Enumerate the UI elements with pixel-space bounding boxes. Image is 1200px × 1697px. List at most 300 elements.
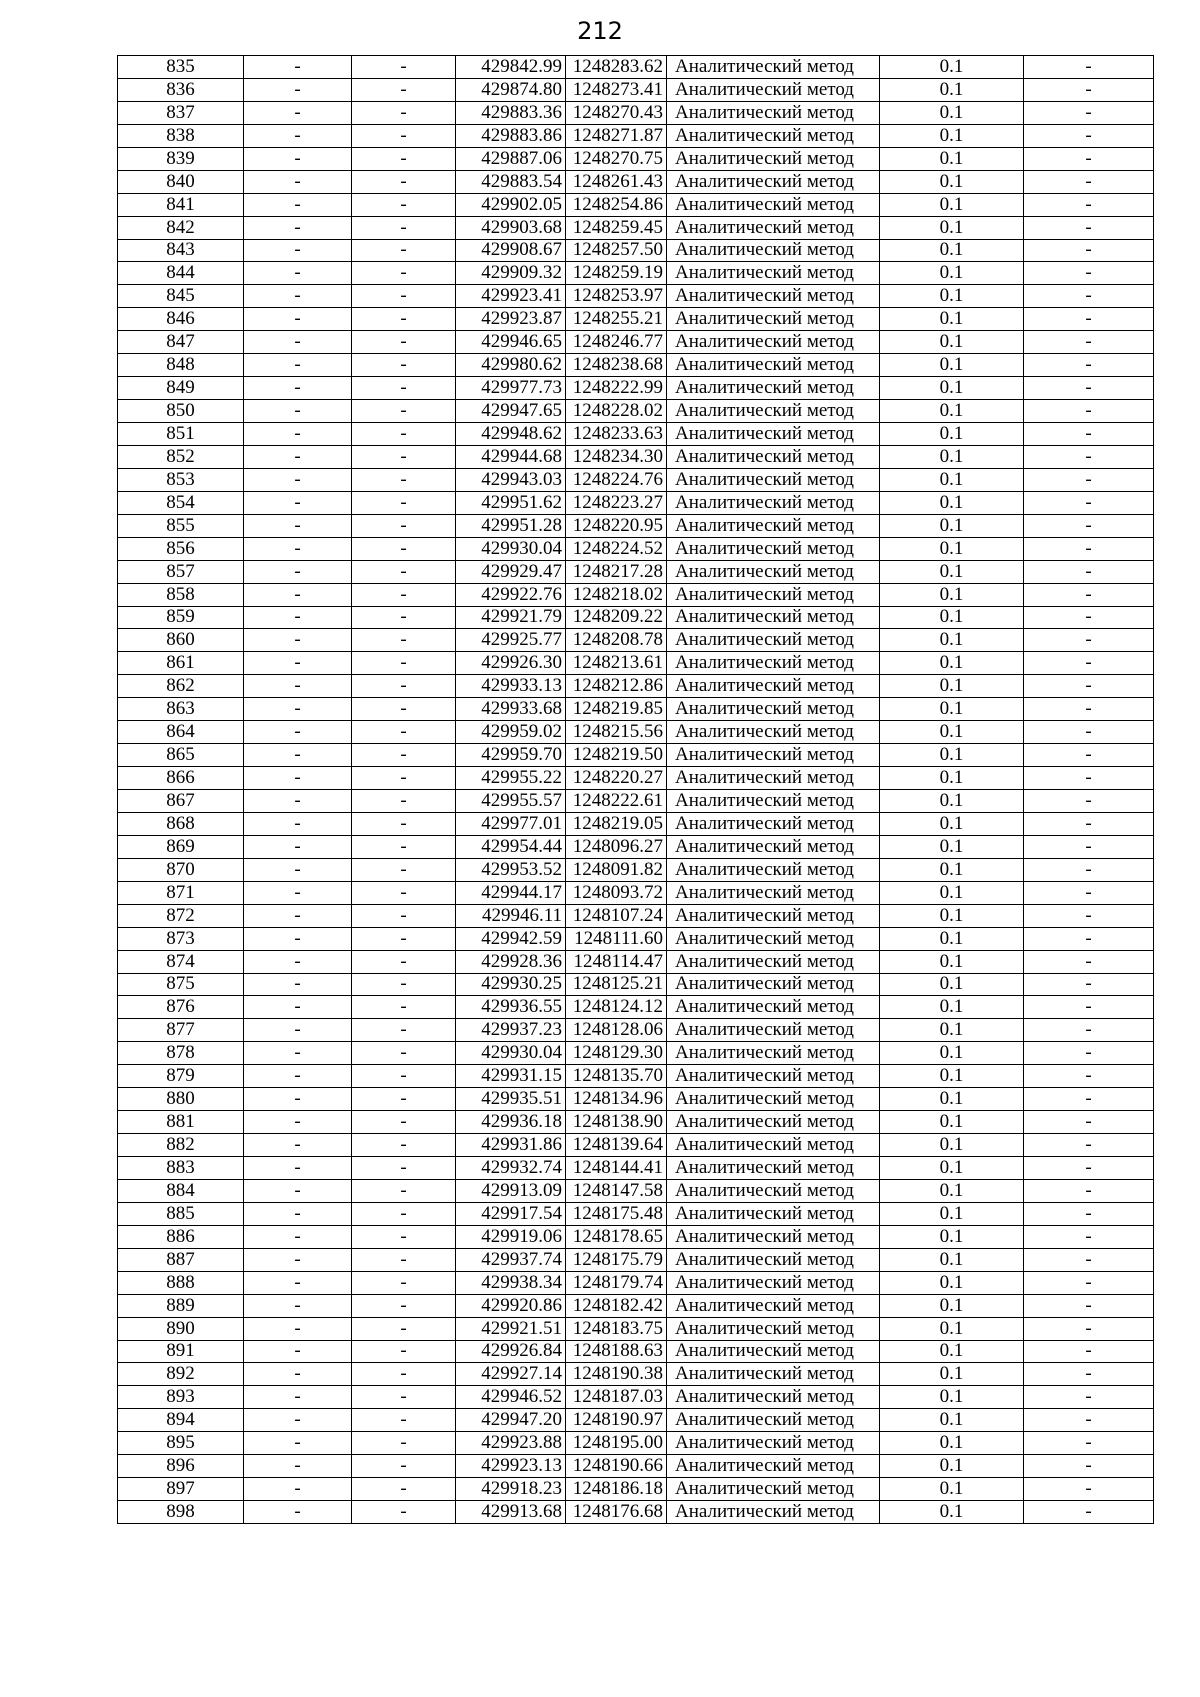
y-coordinate-cell: 1248255.21 xyxy=(566,308,667,331)
y-coordinate-cell: 1248257.50 xyxy=(566,239,667,262)
dash-cell: - xyxy=(244,537,352,560)
x-coordinate-cell: 429874.80 xyxy=(456,78,566,101)
accuracy-cell: 0.1 xyxy=(880,698,1024,721)
dash-cell: - xyxy=(352,927,456,950)
x-coordinate-cell: 429923.88 xyxy=(456,1432,566,1455)
y-coordinate-cell: 1248093.72 xyxy=(566,881,667,904)
x-coordinate-cell: 429959.70 xyxy=(456,744,566,767)
dash-cell: - xyxy=(352,216,456,239)
dash-cell: - xyxy=(352,1455,456,1478)
table-row xyxy=(118,1157,1154,1180)
x-coordinate-cell: 429937.23 xyxy=(456,1019,566,1042)
x-coordinate-cell: 429931.86 xyxy=(456,1134,566,1157)
y-coordinate-cell: 1248218.02 xyxy=(566,583,667,606)
y-coordinate-cell: 1248091.82 xyxy=(566,858,667,881)
accuracy-cell: 0.1 xyxy=(880,996,1024,1019)
y-coordinate-cell: 1248176.68 xyxy=(566,1501,667,1524)
x-coordinate-cell: 429930.04 xyxy=(456,537,566,560)
y-coordinate-cell: 1248259.19 xyxy=(566,262,667,285)
accuracy-cell: 0.1 xyxy=(880,629,1024,652)
dash-cell: - xyxy=(352,377,456,400)
dash-cell: - xyxy=(352,560,456,583)
accuracy-cell: 0.1 xyxy=(880,423,1024,446)
dash-cell: - xyxy=(352,170,456,193)
y-coordinate-cell: 1248124.12 xyxy=(566,996,667,1019)
x-coordinate-cell: 429903.68 xyxy=(456,216,566,239)
dash-cell: - xyxy=(1024,583,1154,606)
dash-cell: - xyxy=(1024,1478,1154,1501)
y-coordinate-cell: 1248219.85 xyxy=(566,698,667,721)
point-number-cell: 880 xyxy=(118,1088,244,1111)
table-row xyxy=(118,652,1154,675)
dash-cell: - xyxy=(1024,56,1154,79)
dash-cell: - xyxy=(352,354,456,377)
table-row xyxy=(118,491,1154,514)
y-coordinate-cell: 1248246.77 xyxy=(566,331,667,354)
x-coordinate-cell: 429926.84 xyxy=(456,1340,566,1363)
accuracy-cell: 0.1 xyxy=(880,1111,1024,1134)
point-number-cell: 857 xyxy=(118,560,244,583)
method-cell: Аналитический метод xyxy=(667,973,880,996)
table-row xyxy=(118,1225,1154,1248)
dash-cell: - xyxy=(352,1294,456,1317)
accuracy-cell: 0.1 xyxy=(880,1455,1024,1478)
method-cell: Аналитический метод xyxy=(667,1111,880,1134)
x-coordinate-cell: 429947.65 xyxy=(456,400,566,423)
dash-cell: - xyxy=(1024,629,1154,652)
dash-cell: - xyxy=(244,193,352,216)
table-row xyxy=(118,1019,1154,1042)
x-coordinate-cell: 429913.68 xyxy=(456,1501,566,1524)
point-number-cell: 896 xyxy=(118,1455,244,1478)
x-coordinate-cell: 429887.06 xyxy=(456,147,566,170)
y-coordinate-cell: 1248190.66 xyxy=(566,1455,667,1478)
x-coordinate-cell: 429933.68 xyxy=(456,698,566,721)
dash-cell: - xyxy=(1024,1455,1154,1478)
accuracy-cell: 0.1 xyxy=(880,1317,1024,1340)
y-coordinate-cell: 1248190.97 xyxy=(566,1409,667,1432)
dash-cell: - xyxy=(352,1386,456,1409)
dash-cell: - xyxy=(1024,1363,1154,1386)
point-number-cell: 862 xyxy=(118,675,244,698)
dash-cell: - xyxy=(244,1363,352,1386)
accuracy-cell: 0.1 xyxy=(880,950,1024,973)
dash-cell: - xyxy=(244,996,352,1019)
method-cell: Аналитический метод xyxy=(667,445,880,468)
point-number-cell: 861 xyxy=(118,652,244,675)
point-number-cell: 891 xyxy=(118,1340,244,1363)
dash-cell: - xyxy=(244,1202,352,1225)
dash-cell: - xyxy=(244,973,352,996)
dash-cell: - xyxy=(352,1317,456,1340)
y-coordinate-cell: 1248114.47 xyxy=(566,950,667,973)
dash-cell: - xyxy=(352,78,456,101)
point-number-cell: 850 xyxy=(118,400,244,423)
y-coordinate-cell: 1248270.43 xyxy=(566,101,667,124)
dash-cell: - xyxy=(352,1042,456,1065)
method-cell: Аналитический метод xyxy=(667,904,880,927)
x-coordinate-cell: 429936.18 xyxy=(456,1111,566,1134)
dash-cell: - xyxy=(352,1088,456,1111)
method-cell: Аналитический метод xyxy=(667,1157,880,1180)
method-cell: Аналитический метод xyxy=(667,652,880,675)
dash-cell: - xyxy=(352,1134,456,1157)
table-row xyxy=(118,468,1154,491)
method-cell: Аналитический метод xyxy=(667,468,880,491)
dash-cell: - xyxy=(352,652,456,675)
dash-cell: - xyxy=(244,1294,352,1317)
dash-cell: - xyxy=(352,973,456,996)
x-coordinate-cell: 429951.28 xyxy=(456,514,566,537)
point-number-cell: 851 xyxy=(118,423,244,446)
dash-cell: - xyxy=(1024,1134,1154,1157)
x-coordinate-cell: 429953.52 xyxy=(456,858,566,881)
accuracy-cell: 0.1 xyxy=(880,308,1024,331)
x-coordinate-cell: 429948.62 xyxy=(456,423,566,446)
dash-cell: - xyxy=(352,1111,456,1134)
x-coordinate-cell: 429946.52 xyxy=(456,1386,566,1409)
dash-cell: - xyxy=(244,1042,352,1065)
point-number-cell: 867 xyxy=(118,790,244,813)
method-cell: Аналитический метод xyxy=(667,1409,880,1432)
table-row xyxy=(118,537,1154,560)
dash-cell: - xyxy=(1024,147,1154,170)
dash-cell: - xyxy=(244,1248,352,1271)
x-coordinate-cell: 429923.41 xyxy=(456,285,566,308)
y-coordinate-cell: 1248134.96 xyxy=(566,1088,667,1111)
dash-cell: - xyxy=(1024,1019,1154,1042)
table-row xyxy=(118,744,1154,767)
dash-cell: - xyxy=(1024,1157,1154,1180)
method-cell: Аналитический метод xyxy=(667,354,880,377)
dash-cell: - xyxy=(244,491,352,514)
x-coordinate-cell: 429929.47 xyxy=(456,560,566,583)
dash-cell: - xyxy=(244,812,352,835)
dash-cell: - xyxy=(244,652,352,675)
dash-cell: - xyxy=(244,675,352,698)
dash-cell: - xyxy=(244,216,352,239)
x-coordinate-cell: 429944.17 xyxy=(456,881,566,904)
table-row xyxy=(118,101,1154,124)
x-coordinate-cell: 429947.20 xyxy=(456,1409,566,1432)
method-cell: Аналитический метод xyxy=(667,1248,880,1271)
y-coordinate-cell: 1248128.06 xyxy=(566,1019,667,1042)
method-cell: Аналитический метод xyxy=(667,950,880,973)
method-cell: Аналитический метод xyxy=(667,56,880,79)
table-row xyxy=(118,445,1154,468)
y-coordinate-cell: 1248107.24 xyxy=(566,904,667,927)
y-coordinate-cell: 1248215.56 xyxy=(566,721,667,744)
dash-cell: - xyxy=(244,698,352,721)
x-coordinate-cell: 429951.62 xyxy=(456,491,566,514)
point-number-cell: 893 xyxy=(118,1386,244,1409)
dash-cell: - xyxy=(244,904,352,927)
dash-cell: - xyxy=(244,514,352,537)
y-coordinate-cell: 1248220.95 xyxy=(566,514,667,537)
dash-cell: - xyxy=(352,400,456,423)
accuracy-cell: 0.1 xyxy=(880,835,1024,858)
x-coordinate-cell: 429842.99 xyxy=(456,56,566,79)
table-row xyxy=(118,1088,1154,1111)
dash-cell: - xyxy=(352,629,456,652)
point-number-cell: 881 xyxy=(118,1111,244,1134)
table-row xyxy=(118,1386,1154,1409)
point-number-cell: 868 xyxy=(118,812,244,835)
dash-cell: - xyxy=(1024,445,1154,468)
dash-cell: - xyxy=(244,583,352,606)
dash-cell: - xyxy=(244,445,352,468)
table-row xyxy=(118,629,1154,652)
point-number-cell: 841 xyxy=(118,193,244,216)
table-row xyxy=(118,1478,1154,1501)
y-coordinate-cell: 1248212.86 xyxy=(566,675,667,698)
table-row xyxy=(118,904,1154,927)
x-coordinate-cell: 429946.65 xyxy=(456,331,566,354)
table-row xyxy=(118,1179,1154,1202)
table-row xyxy=(118,1202,1154,1225)
method-cell: Аналитический метод xyxy=(667,1386,880,1409)
accuracy-cell: 0.1 xyxy=(880,1088,1024,1111)
dash-cell: - xyxy=(352,1248,456,1271)
accuracy-cell: 0.1 xyxy=(880,56,1024,79)
dash-cell: - xyxy=(1024,262,1154,285)
x-coordinate-cell: 429933.13 xyxy=(456,675,566,698)
dash-cell: - xyxy=(244,1065,352,1088)
dash-cell: - xyxy=(1024,331,1154,354)
y-coordinate-cell: 1248253.97 xyxy=(566,285,667,308)
table-row xyxy=(118,1363,1154,1386)
accuracy-cell: 0.1 xyxy=(880,1478,1024,1501)
dash-cell: - xyxy=(1024,1088,1154,1111)
x-coordinate-cell: 429936.55 xyxy=(456,996,566,1019)
dash-cell: - xyxy=(1024,950,1154,973)
dash-cell: - xyxy=(244,1317,352,1340)
dash-cell: - xyxy=(352,445,456,468)
dash-cell: - xyxy=(1024,354,1154,377)
method-cell: Аналитический метод xyxy=(667,767,880,790)
x-coordinate-cell: 429927.14 xyxy=(456,1363,566,1386)
dash-cell: - xyxy=(1024,514,1154,537)
point-number-cell: 892 xyxy=(118,1363,244,1386)
table-row xyxy=(118,1409,1154,1432)
method-cell: Аналитический метод xyxy=(667,606,880,629)
method-cell: Аналитический метод xyxy=(667,560,880,583)
point-number-cell: 876 xyxy=(118,996,244,1019)
point-number-cell: 879 xyxy=(118,1065,244,1088)
x-coordinate-cell: 429977.73 xyxy=(456,377,566,400)
table-row xyxy=(118,1432,1154,1455)
accuracy-cell: 0.1 xyxy=(880,560,1024,583)
table-row xyxy=(118,193,1154,216)
method-cell: Аналитический метод xyxy=(667,423,880,446)
dash-cell: - xyxy=(244,400,352,423)
dash-cell: - xyxy=(244,1501,352,1524)
point-number-cell: 842 xyxy=(118,216,244,239)
table-row xyxy=(118,721,1154,744)
table-row xyxy=(118,881,1154,904)
x-coordinate-cell: 429980.62 xyxy=(456,354,566,377)
dash-cell: - xyxy=(1024,1248,1154,1271)
point-number-cell: 864 xyxy=(118,721,244,744)
dash-cell: - xyxy=(244,858,352,881)
accuracy-cell: 0.1 xyxy=(880,927,1024,950)
y-coordinate-cell: 1248222.99 xyxy=(566,377,667,400)
table-row xyxy=(118,1271,1154,1294)
accuracy-cell: 0.1 xyxy=(880,537,1024,560)
x-coordinate-cell: 429908.67 xyxy=(456,239,566,262)
table-row xyxy=(118,1455,1154,1478)
point-number-cell: 897 xyxy=(118,1478,244,1501)
accuracy-cell: 0.1 xyxy=(880,675,1024,698)
method-cell: Аналитический метод xyxy=(667,1317,880,1340)
dash-cell: - xyxy=(352,721,456,744)
method-cell: Аналитический метод xyxy=(667,744,880,767)
dash-cell: - xyxy=(1024,170,1154,193)
y-coordinate-cell: 1248208.78 xyxy=(566,629,667,652)
y-coordinate-cell: 1248271.87 xyxy=(566,124,667,147)
table-row xyxy=(118,675,1154,698)
accuracy-cell: 0.1 xyxy=(880,124,1024,147)
dash-cell: - xyxy=(244,468,352,491)
accuracy-cell: 0.1 xyxy=(880,904,1024,927)
dash-cell: - xyxy=(1024,216,1154,239)
table-row xyxy=(118,239,1154,262)
y-coordinate-cell: 1248217.28 xyxy=(566,560,667,583)
dash-cell: - xyxy=(1024,1386,1154,1409)
dash-cell: - xyxy=(244,1340,352,1363)
dash-cell: - xyxy=(1024,1294,1154,1317)
dash-cell: - xyxy=(352,1340,456,1363)
method-cell: Аналитический метод xyxy=(667,1225,880,1248)
table-row xyxy=(118,790,1154,813)
dash-cell: - xyxy=(244,78,352,101)
dash-cell: - xyxy=(352,147,456,170)
x-coordinate-cell: 429918.23 xyxy=(456,1478,566,1501)
y-coordinate-cell: 1248261.43 xyxy=(566,170,667,193)
point-number-cell: 878 xyxy=(118,1042,244,1065)
dash-cell: - xyxy=(352,124,456,147)
method-cell: Аналитический метод xyxy=(667,790,880,813)
dash-cell: - xyxy=(352,468,456,491)
dash-cell: - xyxy=(1024,996,1154,1019)
point-number-cell: 869 xyxy=(118,835,244,858)
dash-cell: - xyxy=(352,537,456,560)
dash-cell: - xyxy=(1024,721,1154,744)
method-cell: Аналитический метод xyxy=(667,927,880,950)
y-coordinate-cell: 1248182.42 xyxy=(566,1294,667,1317)
accuracy-cell: 0.1 xyxy=(880,1248,1024,1271)
dash-cell: - xyxy=(244,308,352,331)
method-cell: Аналитический метод xyxy=(667,1455,880,1478)
accuracy-cell: 0.1 xyxy=(880,1271,1024,1294)
x-coordinate-cell: 429959.02 xyxy=(456,721,566,744)
dash-cell: - xyxy=(1024,560,1154,583)
dash-cell: - xyxy=(244,1455,352,1478)
method-cell: Аналитический метод xyxy=(667,1432,880,1455)
x-coordinate-cell: 429955.57 xyxy=(456,790,566,813)
accuracy-cell: 0.1 xyxy=(880,1294,1024,1317)
accuracy-cell: 0.1 xyxy=(880,468,1024,491)
point-number-cell: 854 xyxy=(118,491,244,514)
x-coordinate-cell: 429923.87 xyxy=(456,308,566,331)
y-coordinate-cell: 1248183.75 xyxy=(566,1317,667,1340)
dash-cell: - xyxy=(352,1478,456,1501)
x-coordinate-cell: 429930.04 xyxy=(456,1042,566,1065)
accuracy-cell: 0.1 xyxy=(880,1432,1024,1455)
dash-cell: - xyxy=(352,858,456,881)
method-cell: Аналитический метод xyxy=(667,1501,880,1524)
y-coordinate-cell: 1248254.86 xyxy=(566,193,667,216)
accuracy-cell: 0.1 xyxy=(880,78,1024,101)
point-number-cell: 843 xyxy=(118,239,244,262)
table-row xyxy=(118,331,1154,354)
dash-cell: - xyxy=(352,606,456,629)
method-cell: Аналитический метод xyxy=(667,78,880,101)
dash-cell: - xyxy=(1024,1409,1154,1432)
point-number-cell: 865 xyxy=(118,744,244,767)
dash-cell: - xyxy=(352,1271,456,1294)
table-row xyxy=(118,400,1154,423)
method-cell: Аналитический метод xyxy=(667,1179,880,1202)
dash-cell: - xyxy=(1024,904,1154,927)
dash-cell: - xyxy=(352,1179,456,1202)
method-cell: Аналитический метод xyxy=(667,1363,880,1386)
dash-cell: - xyxy=(244,790,352,813)
table-row xyxy=(118,147,1154,170)
dash-cell: - xyxy=(1024,1432,1154,1455)
y-coordinate-cell: 1248223.27 xyxy=(566,491,667,514)
table-row xyxy=(118,858,1154,881)
point-number-cell: 847 xyxy=(118,331,244,354)
dash-cell: - xyxy=(352,812,456,835)
dash-cell: - xyxy=(244,170,352,193)
method-cell: Аналитический метод xyxy=(667,1042,880,1065)
y-coordinate-cell: 1248135.70 xyxy=(566,1065,667,1088)
dash-cell: - xyxy=(244,767,352,790)
method-cell: Аналитический метод xyxy=(667,1294,880,1317)
table-row xyxy=(118,767,1154,790)
dash-cell: - xyxy=(352,1157,456,1180)
dash-cell: - xyxy=(244,560,352,583)
dash-cell: - xyxy=(1024,1042,1154,1065)
y-coordinate-cell: 1248209.22 xyxy=(566,606,667,629)
method-cell: Аналитический метод xyxy=(667,996,880,1019)
point-number-cell: 863 xyxy=(118,698,244,721)
accuracy-cell: 0.1 xyxy=(880,767,1024,790)
dash-cell: - xyxy=(352,308,456,331)
dash-cell: - xyxy=(244,606,352,629)
table-row xyxy=(118,170,1154,193)
dash-cell: - xyxy=(1024,537,1154,560)
y-coordinate-cell: 1248259.45 xyxy=(566,216,667,239)
point-number-cell: 874 xyxy=(118,950,244,973)
y-coordinate-cell: 1248233.63 xyxy=(566,423,667,446)
x-coordinate-cell: 429909.32 xyxy=(456,262,566,285)
point-number-cell: 856 xyxy=(118,537,244,560)
coordinates-table xyxy=(117,55,1154,1524)
dash-cell: - xyxy=(352,1363,456,1386)
method-cell: Аналитический метод xyxy=(667,262,880,285)
accuracy-cell: 0.1 xyxy=(880,606,1024,629)
accuracy-cell: 0.1 xyxy=(880,583,1024,606)
method-cell: Аналитический метод xyxy=(667,858,880,881)
accuracy-cell: 0.1 xyxy=(880,1134,1024,1157)
x-coordinate-cell: 429921.79 xyxy=(456,606,566,629)
accuracy-cell: 0.1 xyxy=(880,377,1024,400)
dash-cell: - xyxy=(244,1179,352,1202)
dash-cell: - xyxy=(244,721,352,744)
x-coordinate-cell: 429928.36 xyxy=(456,950,566,973)
